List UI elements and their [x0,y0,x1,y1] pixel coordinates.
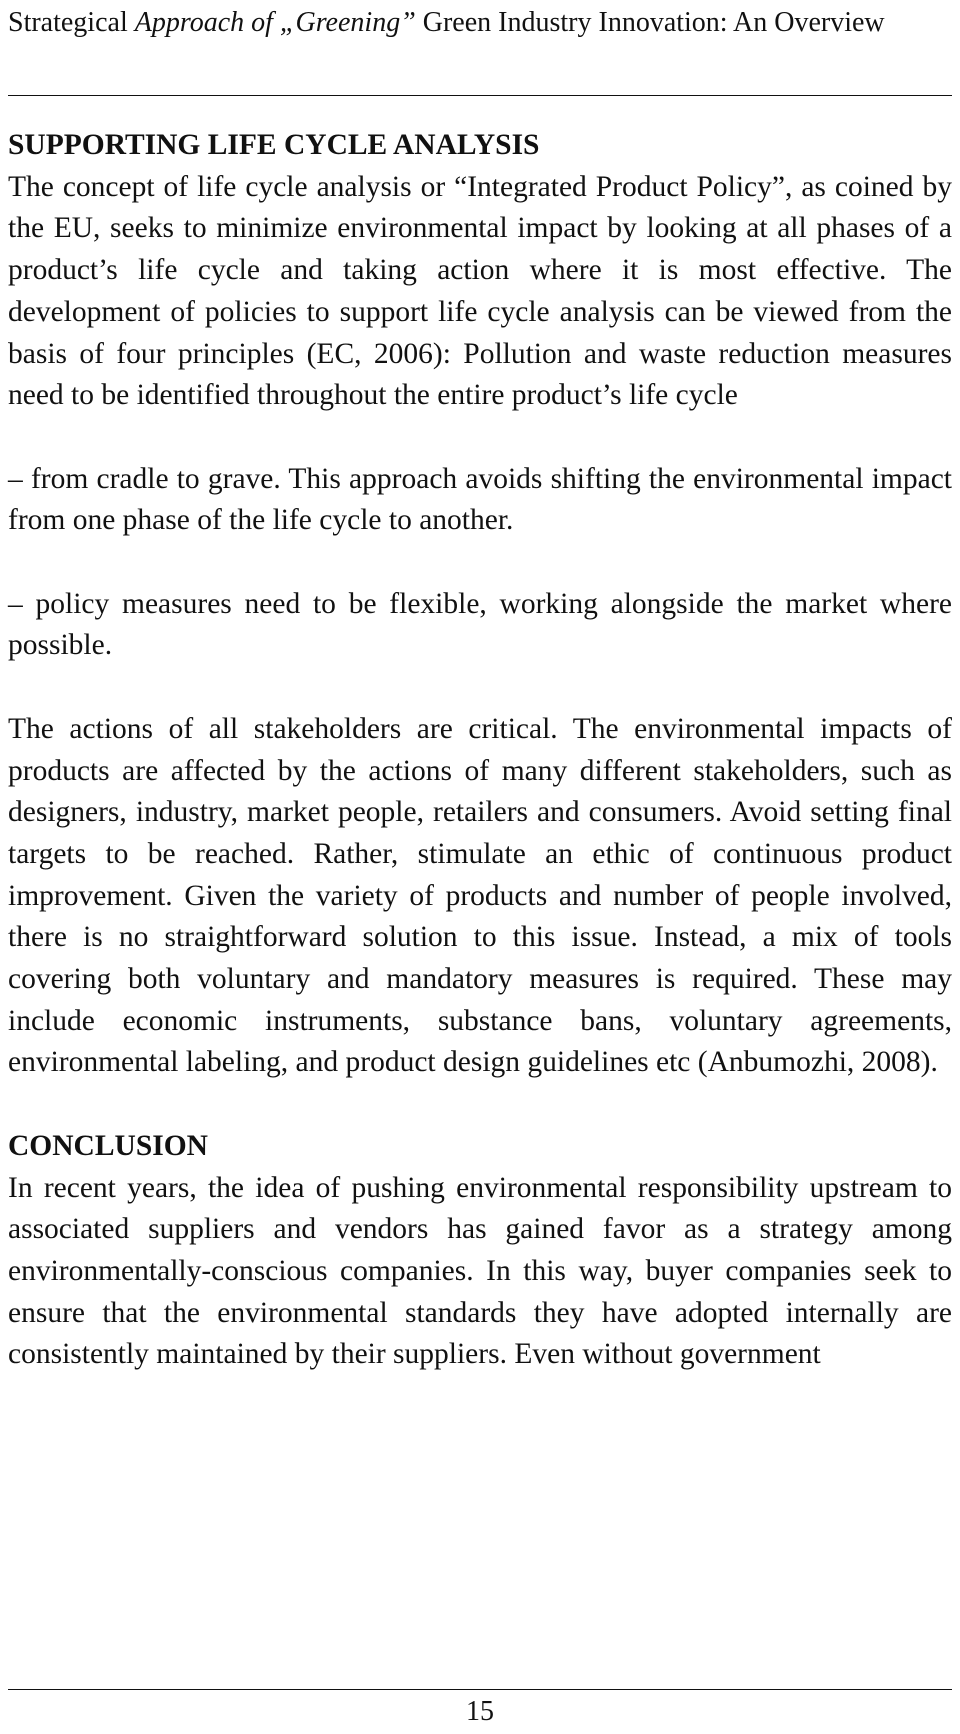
paragraph-spacer [8,1084,952,1126]
principle-flexible-measures: – policy measures need to be flexible, working alongside the market where possible. [8,587,952,662]
section-heading-conclusion: CONCLUSION [8,1129,208,1162]
running-header [8,0,952,46]
principle-cradle-to-grave: – from cradle to grave. This approach avoids shifting the environmental impact from one phase of the life cycle to another. [8,462,952,537]
paragraph-spacer [8,542,952,584]
paragraph-spacer [8,667,952,709]
page-number: 15 [466,1696,494,1727]
body-text [8,125,952,1376]
paragraph-stakeholders: The actions of all stakeholders are critical. The environmental impacts of products are affected by the actions of many different stakeholders, such as designers, industry, market people, retailers and consumers. Avoid setting final targets to be reached. Rather, stimulate an ethic of continuous product improvement. Given the variety of products and number of people involved, there is no straightforward solution to this issue. Instead, a mix of tools covering both voluntary and mandatory measures is required. These may include economic instruments, substance bans, voluntary agreements, environmental labeling, and product design guidelines etc (Anbumozhi, 2008). [8,712,952,1079]
running-header-title-italic: Approach of „Greening” [134,7,416,38]
paragraph-spacer [8,417,952,459]
section-heading-life-cycle-analysis: SUPPORTING LIFE CYCLE ANALYSIS [8,129,540,161]
document-page [8,0,952,1734]
paragraph-life-cycle-analysis: The concept of life cycle analysis or “Integrated Product Policy”, as coined by the EU, seeks to minimize environmental impact by looking at all phases of a product’s life cycle and taking action where it is most effective. The development of policies to support life cycle analysis can be viewed from the basis of four principles (EC, 2006): Pollution and waste reduction measures need to be identified throughout the entire product’s life cycle [8,170,952,412]
paragraph-conclusion: In recent years, the idea of pushing environmental responsibility upstream to associated suppliers and vendors has gained favor as a strategy among environmentally-conscious companies. In this way, buyer companies seek to ensure that the environmental standards they have adopted internally are consistently maintained by their suppliers. Even without government [8,1171,952,1371]
footer-rule [8,1689,952,1690]
running-header-title-part2: Green Industry Innovation: An Overview [415,7,885,38]
header-rule [8,95,952,96]
running-header-title-part1: Strategical [8,7,135,38]
